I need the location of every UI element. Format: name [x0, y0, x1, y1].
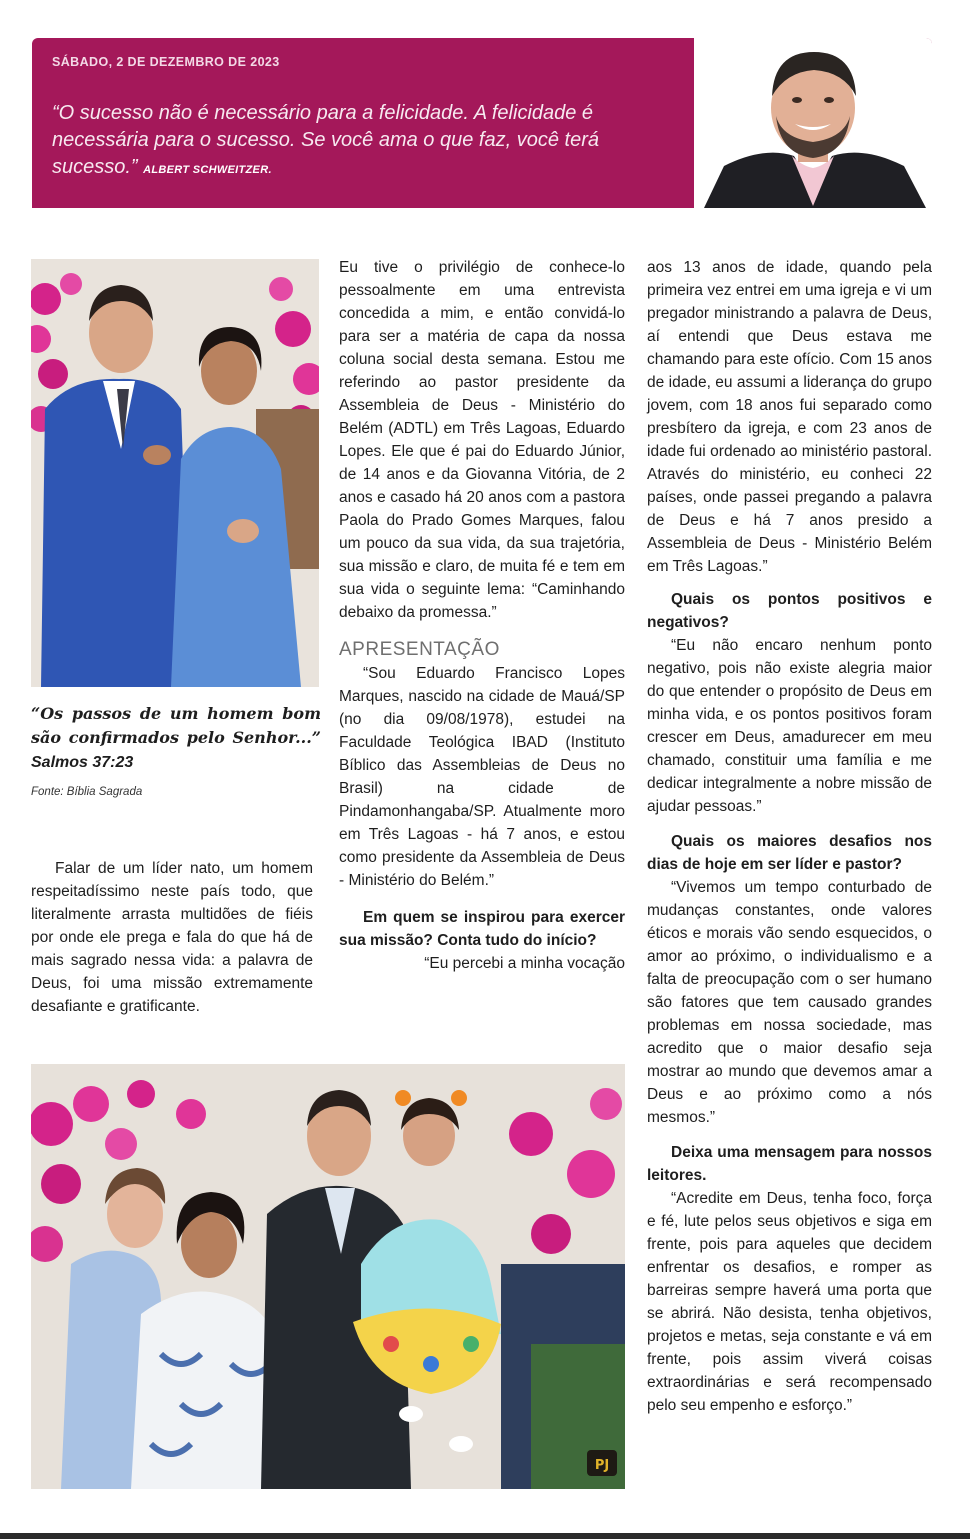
answer-inspiration-continued: aos 13 anos de idade, quando pela primeira vez entrei em uma igreja e vi um pregador ministrando a palavra de Deus, aí entendi que Deus estava me chamando para este ofício. Com 15 anos de idade, eu assumi a liderança do grupo jovem, com 18 anos fui separado como presbítero da igreja, e com 23 anos de idade fui ordenado ao ministério pastoral. Através do ministério, eu conheci 22 países, onde passei pregando a palavra de Deus e há 7 anos presido a Assembleia de Deus - Ministério Belém em Três Lagoas.” [647, 259, 932, 575]
left-column-paragraph: Falar de um líder nato, um homem respeitadíssimo neste país todo, que literalmente arrasta multidões de fiéis por onde ele prega e fala do que há de mais sagrado nessa vida: a palavra de Deus, foi uma missão extremamente desafiante e gratificante. [31, 860, 313, 1015]
question-inspiration: Em quem se inspirou para exercer sua missão? Conta tudo do início? [339, 909, 625, 949]
couple-photo [31, 259, 319, 687]
left-column [31, 857, 313, 1018]
presentation-paragraph: “Sou Eduardo Francisco Lopes Marques, nascido na cidade de Mauá/SP (no dia 09/08/1978), estudei na Faculdade Teológica IBAD (Instituto Bíblico das Assembleias de Deus no Brasil) na cidade de Pindamonhangaba/SP. Atualmente moro em Três Lagoas - há 7 anos, e estou como presidente da Assembleia de Deus - Ministério do Belém.” [339, 665, 625, 889]
answer-challenges: “Vivemos um tempo conturbado de mudanças constantes, onde valores éticos e morais vão sendo esquecidos, o amor ao próximo, o individualismo e a falta de preocupação com o ser humano são fatores que tem causado grandes problemas em nossa sociedade, mas acredito que o maior desafio seja mostrar ao mundo que devemos amar a Deus e ao próximo como a nós mesmos.” [647, 879, 932, 1126]
intro-paragraph: Eu tive o privilégio de conhece-lo pessoalmente em uma entrevista concedida a mim, e então convidá-lo para ser a matéria de capa da nossa coluna social desta semana. Estou me referindo ao pastor presidente da Assembleia de Deus - Ministério do Belém (ADTL) em Três Lagoas, Eduardo Lopes. Ele que é pai do Eduardo Júnior, de 14 anos e da Giovanna Vitória, de 2 anos e casado há 20 anos com a pastora Paola do Prado Gomes Marques, falou um pouco da sua vida, da sua trajetória, sua missão e claro, de muita fé e tem em sua vida o seguinte lema: “Caminhando debaixo da promessa.” [339, 259, 625, 621]
photo-watermark: PJ [594, 1458, 610, 1473]
verse-source: Fonte: Bíblia Sagrada [31, 786, 143, 798]
family-photo-illustration [31, 1064, 625, 1489]
answer-positive-negative: “Eu não encaro nenhum ponto negativo, pois não existe alegria maior do que entender o propósito de Deus em minha vida, e os pontos positivos foram crescer em Deus, amadurecer em meu chamado, constituir uma família e me dedicar integralmente a nobre missão de ajudar pessoas.” [647, 637, 932, 815]
answer-message: “Acredite em Deus, tenha foco, força e fé, lute pelos seus objetivos e siga em frente, pois para aqueles que decidem enfrentar os desafios, e romper as barreiras sempre haverá uma porta que se abrirá. Não desista, tenha objetivos, projetos e metas, seja constante e vá em frente, pois assim viverá coisas extraordinárias e será recompensado pelo seu empenho e esforço.” [647, 1190, 932, 1414]
quote-text: “O sucesso não é necessário para a felicidade. A felicidade é necessária para o sucesso. Se você ama o que faz, você terá sucesso.” [52, 102, 599, 178]
header-banner [32, 38, 932, 208]
question-message: Deixa uma mensagem para nossos leitores. [647, 1144, 932, 1184]
page-bottom-bar [0, 1533, 970, 1539]
section-title-apresentacao: APRESENTAÇÃO [339, 639, 500, 660]
header-quote [52, 100, 672, 184]
middle-column [339, 256, 625, 975]
bible-verse [31, 702, 321, 775]
question-positive-negative: Quais os pontos positivos e negativos? [647, 591, 932, 631]
quote-author: ALBERT SCHWEITZER. [143, 164, 272, 176]
verse-reference: Salmos 37:23 [31, 754, 134, 771]
family-photo [31, 1064, 625, 1489]
question-challenges: Quais os maiores desafios nos dias de hoje em ser líder e pastor? [647, 833, 932, 873]
issue-date: SÁBADO, 2 DE DEZEMBRO DE 2023 [52, 55, 280, 69]
right-column [647, 256, 932, 1417]
columnist-portrait-illustration [694, 38, 932, 208]
columnist-photo [694, 38, 932, 208]
answer-inspiration-start: “Eu percebi a minha vocação [424, 955, 625, 972]
couple-photo-illustration [31, 259, 319, 687]
verse-text: “Os passos de um homem bom são confirmados pelo Senhor...” [31, 704, 321, 747]
